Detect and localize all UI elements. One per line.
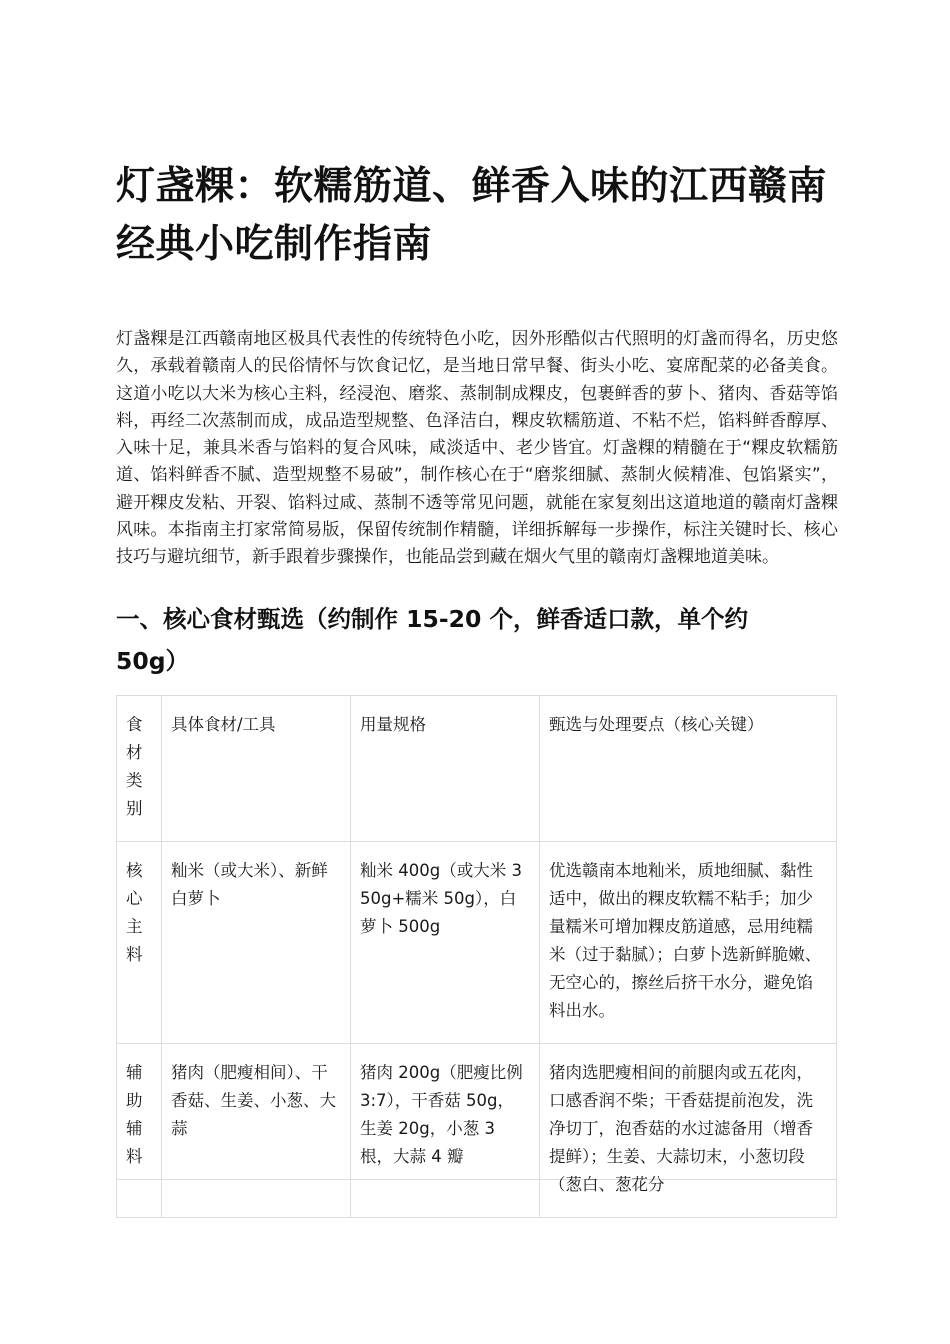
document-title: 灯盏粿：软糯筋道、鲜香入味的江西赣南经典小吃制作指南	[116, 164, 828, 267]
table-header-row	[117, 695, 837, 841]
ingredients-table	[116, 695, 837, 1218]
table-cell-items: 猪肉（肥瘦相间）、干香菇、生姜、小葱、大蒜	[162, 1043, 351, 1217]
section-heading-ingredients: 一、核心食材甄选（约制作 15-20 个，鲜香适口款，单个约 50g）	[116, 604, 749, 675]
table-cell-notes: 猪肉选肥瘦相间的前腿肉或五花肉，口感香润不柴；干香菇提前泡发，洗净切丁，泡香菇的水过滤备用（增香提鲜）；生姜、大蒜切末，小葱切段（葱白、葱花分	[540, 1043, 837, 1217]
table-cell-notes: 优选赣南本地籼米，质地细腻、黏性适中，做出的粿皮软糯不粘手；加少量糯米可增加粿皮筋道感，忌用纯糯米（过于黏腻）；白萝卜选新鲜脆嫩、无空心的，擦丝后挤干水分，避免馅料出水。	[540, 841, 837, 1043]
table-header-cell: 用量规格	[351, 695, 540, 841]
table-cell-category: 辅助辅料	[117, 1043, 162, 1217]
table-header-cell: 甄选与处理要点（核心关键）	[540, 695, 837, 841]
table-cell-amount: 猪肉 200g（肥瘦比例 3:7），干香菇 50g，生姜 20g，小葱 3 根，大蒜 4 瓣	[351, 1043, 540, 1217]
table-header-cell: 具体食材/工具	[162, 695, 351, 841]
table-row	[117, 1043, 837, 1217]
table-cell-category: 核心主料	[117, 841, 162, 1043]
ingredients-table-container	[116, 695, 836, 1194]
table-cell-amount: 籼米 400g（或大米 350g+糯米 50g），白萝卜 500g	[351, 841, 540, 1043]
document-page	[116, 158, 838, 1194]
table-row	[117, 841, 837, 1043]
intro-paragraph: 灯盏粿是江西赣南地区极具代表性的传统特色小吃，因外形酷似古代照明的灯盏而得名，历史悠久，承载着赣南人的民俗情怀与饮食记忆，是当地日常早餐、街头小吃、宴席配菜的必备美食。这道小吃以大米为核心主料，经浸泡、磨浆、蒸制制成粿皮，包裹鲜香的萝卜、猪肉、香菇等馅料，再经二次蒸制而成，成品造型规整、色泽洁白，粿皮软糯筋道、不粘不烂，馅料鲜香醇厚、入味十足，兼具米香与馅料的复合风味，咸淡适中、老少皆宜。灯盏粿的精髓在于“粿皮软糯筋道、馅料鲜香不腻、造型规整不易破”，制作核心在于“磨浆细腻、蒸制火候精准、包馅紧实”，避开粿皮发粘、开裂、馅料过咸、蒸制不透等常见问题，就能在家复刻出这道地道的赣南灯盏粿风味。本指南主打家常简易版，保留传统制作精髓，详细拆解每一步操作，标注关键时长、核心技巧与避坑细节，新手跟着步骤操作，也能品尝到藏在烟火气里的赣南灯盏粿地道美味。	[116, 329, 838, 568]
table-cell-items: 籼米（或大米）、新鲜白萝卜	[162, 841, 351, 1043]
table-header-cell: 食材类别	[117, 695, 162, 841]
